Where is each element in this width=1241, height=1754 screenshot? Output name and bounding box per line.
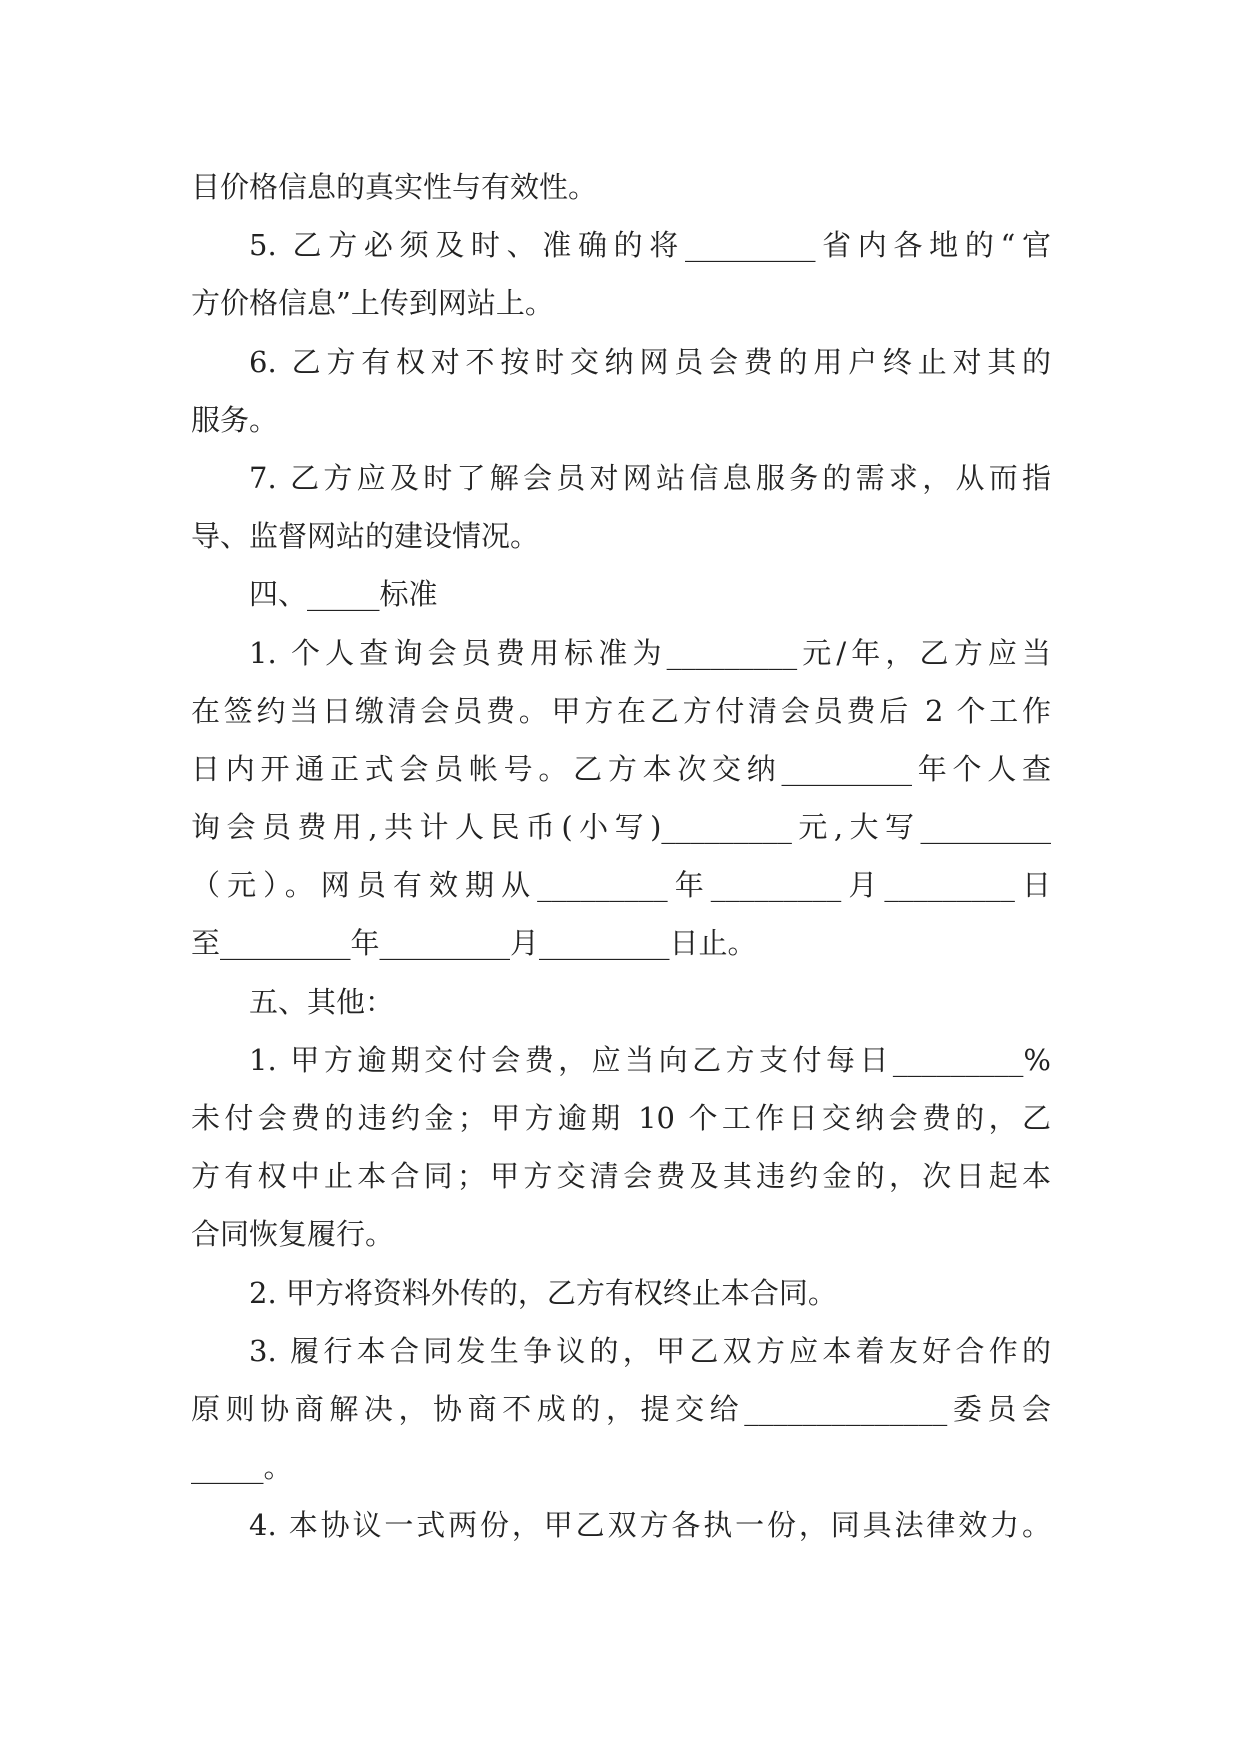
text-line: 服务。: [191, 402, 279, 437]
text-line: _____。: [191, 1450, 293, 1485]
text-line: 6. 乙方有权对不按时交纳网员会费的用户终止对其的: [249, 344, 1051, 379]
text-line: 方价格信息”上传到网站上。: [191, 286, 554, 321]
text-line: 导、监督网站的建设情况。: [191, 519, 540, 554]
text-line: 7. 乙方应及时了解会员对网站信息服务的需求，从而指: [249, 460, 1051, 495]
text-line: 1. 甲方逾期交付会费，应当向乙方支付每日_________%: [249, 1042, 1051, 1077]
text-line: 目价格信息的真实性与有效性。: [191, 170, 598, 204]
text-line: 日内开通正式会员帐号。乙方本次交纳_________年个人查: [191, 751, 1051, 786]
text-line: 询会员费用,共计人民币(小写)_________元,大写_________: [191, 810, 1051, 845]
section-heading: 四、_____标准: [249, 577, 438, 612]
text-line: 在签约当日缴清会员费。甲方在乙方付清会员费后 2 个工作: [191, 693, 1051, 728]
section-heading: 五、其他：: [249, 984, 395, 1019]
text-line: 3. 履行本合同发生争议的，甲乙双方应本着友好合作的: [249, 1333, 1051, 1368]
text-line: 4. 本协议一式两份，甲乙双方各执一份，同具法律效力。: [249, 1508, 1051, 1543]
text-line: 合同恢复履行。: [191, 1217, 395, 1252]
text-line: 1. 个人查询会员费用标准为_________元/年，乙方应当: [249, 635, 1051, 670]
text-line: 未付会费的违约金；甲方逾期 10 个工作日交纳会费的，乙: [191, 1101, 1051, 1135]
text-line: （元）。网员有效期从_________年_________月_________日: [191, 868, 1051, 903]
text-line: 5. 乙方必须及时、准确的将_________省内各地的“官: [249, 228, 1051, 263]
text-line: 原则协商解决，协商不成的，提交给______________委员会: [191, 1391, 1051, 1426]
text-line: 方有权中止本合同；甲方交清会费及其违约金的，次日起本: [191, 1159, 1051, 1194]
document-body: [191, 158, 1051, 1555]
text-line: 至_________年_________月_________日止。: [191, 926, 757, 961]
text-line: 2. 甲方将资料外传的，乙方有权终止本合同。: [249, 1275, 837, 1310]
